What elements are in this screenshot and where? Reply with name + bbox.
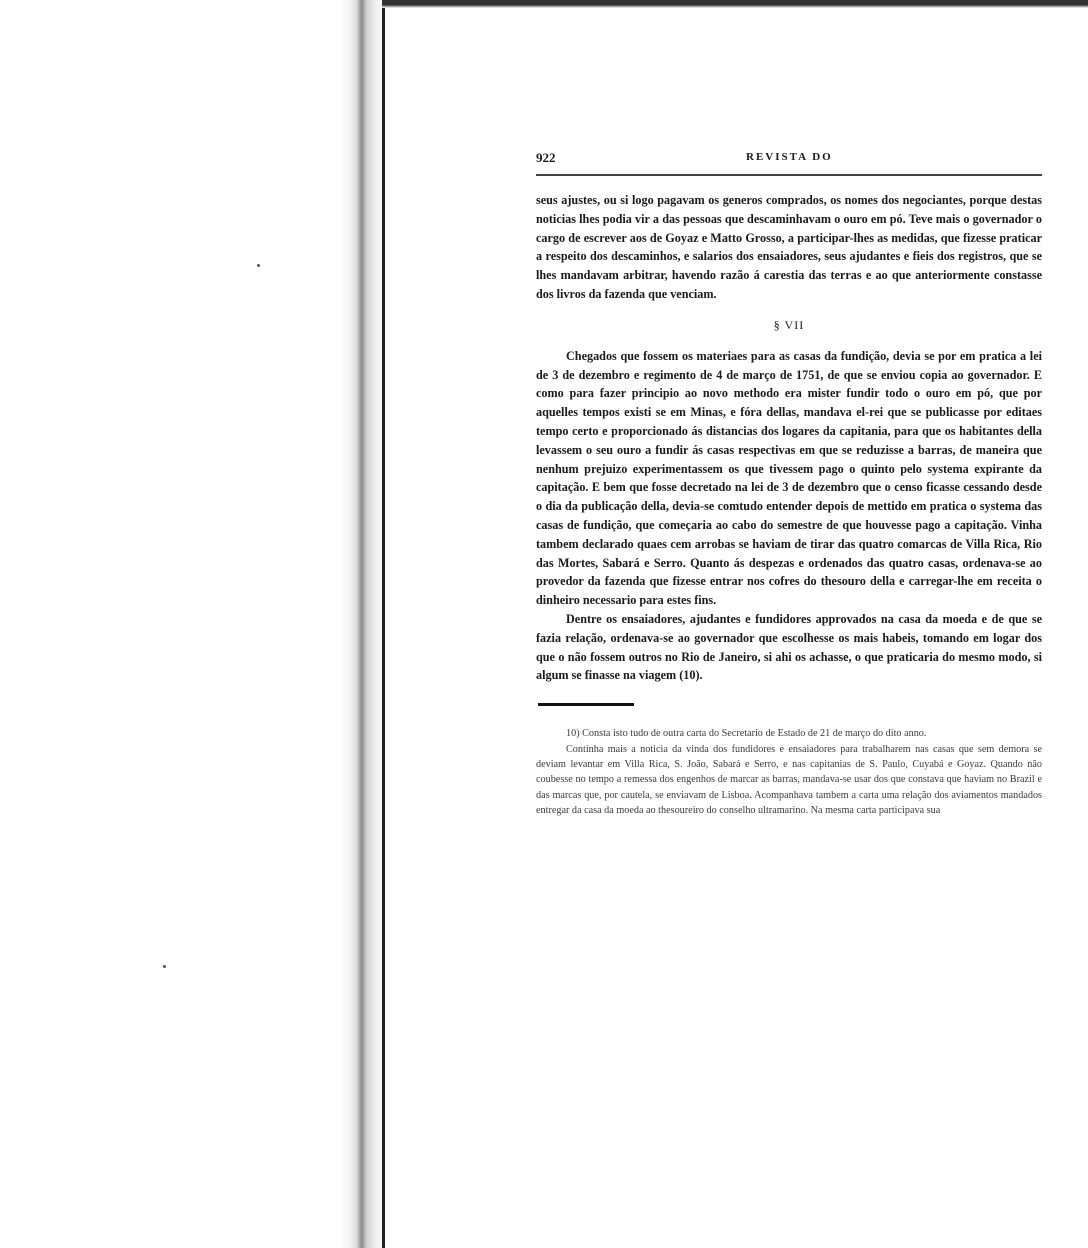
page-number: 922 [536, 150, 556, 165]
header-rule [536, 174, 1042, 177]
page-top-edge [382, 0, 1088, 8]
footnote-rule [538, 703, 634, 706]
book-page [536, 150, 1042, 819]
running-title: REVISTA DO [746, 151, 833, 163]
footnotes [536, 726, 1042, 818]
footnote: 10) Consta isto tudo de outra carta do Secretario de Estado de 21 de março do dito anno. [566, 728, 927, 740]
section-heading: § VII [773, 317, 805, 332]
page-binding-edge [382, 0, 385, 1248]
paragraph: Dentre os ensaiadores, ajudantes e fundidores approvados na casa da moeda e de que se fazia relação, ordenava-se ao governador que escolhesse os mais habeis, tomando em logar dos que o não fossem outros no Rio de Janeiro, si ahi os achasse, o que praticaria do mesmo modo, si algum se finasse na viagem (10). [536, 611, 1042, 683]
paragraph: Chegados que fossem os materiaes para as casas da fundição, devia se por em pratica a lei de 3 de dezembro e regimento de 4 de março de 1751, de que se enviou copia ao governador. E como para fazer principio ao novo methodo era mister fundir todo o ouro em pó, que por aquelles tempos existi se em Minas, e fóra dellas, mandava el-rei que se publicasse por editaes tempo certo e proporcionado ás distancias dos logares da capitania, para que os habitantes della levassem o seu ouro a fundir ás casas respectivas em que se reduzisse a barras, de maneira que nenhum prejuizo experimentassem os que tivessem pago o quinto pelo systema expirante da capitação. E bem que fosse decretado na lei de 3 de dezembro que o censo ficasse cessando desde o dia da publicação della, devia-se comtudo entender depois de mettido em pratica o systema das casas de fundição, que começaria ao cabo do semestre de que houvesse pago a capitação. Vinha tambem declarado quaes cem arrobas se haviam de tirar das quatro comarcas de Villa Rica, Rio das Mortes, Sabará e Serro. Quanto ás despezas e ordenados das quatro casas, ordenava-se ao provedor da fazenda que fizesse entrar nos cofres do thesouro della e carregar-lhe em receita o dinheiro necessario para estes fins. [536, 348, 1042, 608]
book-gutter [340, 0, 388, 1248]
scan-speck [163, 965, 166, 968]
paragraph: seus ajustes, ou si logo pagavam os generos comprados, os nomes dos negociantes, porque destas noticias lhes podia vir a das pessoas que descaminhavam o ouro em pó. Teve mais o governador o cargo de escrever aos de Goyaz e Matto Grosso, a participar-lhes as medidas, que fizesse praticar a respeito dos descaminhos, e salarios dos ensaiadores, seus ajudantes e fieis dos registros, que se lhes mandavam arbitrar, havendo razão á carestia das terras e ao que anteriormente constasse dos livros da fazenda que venciam. [536, 193, 1042, 301]
body-text [536, 191, 1042, 685]
running-head [536, 150, 1042, 172]
scan-speck [257, 264, 260, 267]
footnote: Continha mais a noticia da vinda dos fundidores e ensaiadores para trabalharem nas casas que sem demora se deviam levantar em Villa Rica, S. João, Sabará e Serro, e nas capitanias de S. Paulo, Cuyabá e Goyaz. Quando não coubesse no tempo a remessa dos engenhos de marcar as barras, mandava-se usar dos que constava que haviam no Brazil e das marcas que, por cautela, se enviavam de Lisboa. Acompanhava tambem a carta uma relação dos aviamentos mandados entregar da casa da moeda ao thesoureiro do conselho ultramarino. Na mesma carta participava sua [536, 743, 1042, 817]
